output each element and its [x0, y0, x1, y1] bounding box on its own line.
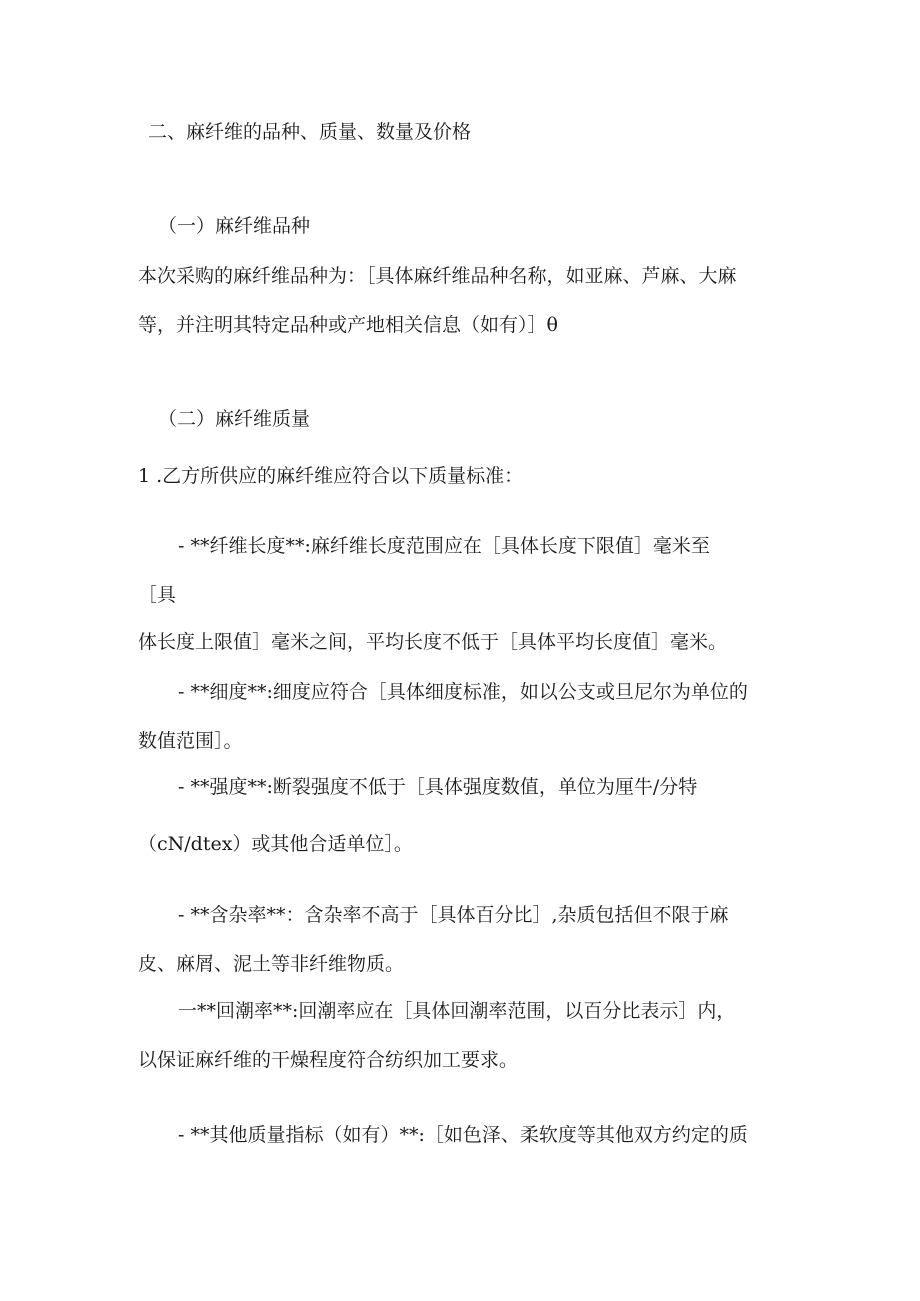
variety-heading: （一）麻纤维品种	[158, 215, 311, 237]
length-line-1: - **纤维长度**:麻纤维长度范围应在［具体长度下限值］毫米至	[178, 535, 710, 557]
fineness-line-1: - **细度**:细度应符合［具体细度标准，如以公支或旦尼尔为单位的	[178, 681, 748, 703]
variety-paragraph-line-2: 等，并注明其特定品种或产地相关信息（如有）］θ	[138, 314, 558, 336]
strength-line-2: （cN/dtex）或其他合适单位］。	[138, 833, 413, 855]
strength-line-1: - **强度**:断裂强度不低于［具体强度数值，单位为厘牛/分特	[178, 776, 698, 798]
impurity-line-1: - **含杂率**：含杂率不高于［具体百分比］,杂质包括但不限于麻	[178, 904, 729, 926]
section-title: 二、麻纤维的品种、质量、数量及价格	[148, 121, 472, 143]
quality-intro: 1 .乙方所供应的麻纤维应符合以下质量标准：	[138, 465, 524, 487]
fineness-line-2: 数值范围］。	[138, 730, 243, 752]
other-line-1: - **其他质量指标（如有）**:［如色泽、柔软度等其他双方约定的质	[178, 1124, 748, 1146]
length-line-3: 体长度上限值］毫米之间，平均长度不低于［具体平均长度值］毫米。	[138, 631, 728, 653]
moisture-line-1: 一**回潮率**:回潮率应在［具体回潮率范围，以百分比表示］内，	[178, 1000, 736, 1022]
variety-paragraph-line-1: 本次采购的麻纤维品种为：［具体麻纤维品种名称，如亚麻、芦麻、大麻	[138, 265, 737, 287]
impurity-line-2: 皮、麻屑、泥土等非纤维物质。	[138, 953, 405, 975]
quality-heading: （二）麻纤维质量	[158, 408, 311, 430]
moisture-line-2: 以保证麻纤维的干燥程度符合纺织加工要求。	[138, 1049, 519, 1071]
length-line-2: ［具	[138, 584, 177, 606]
